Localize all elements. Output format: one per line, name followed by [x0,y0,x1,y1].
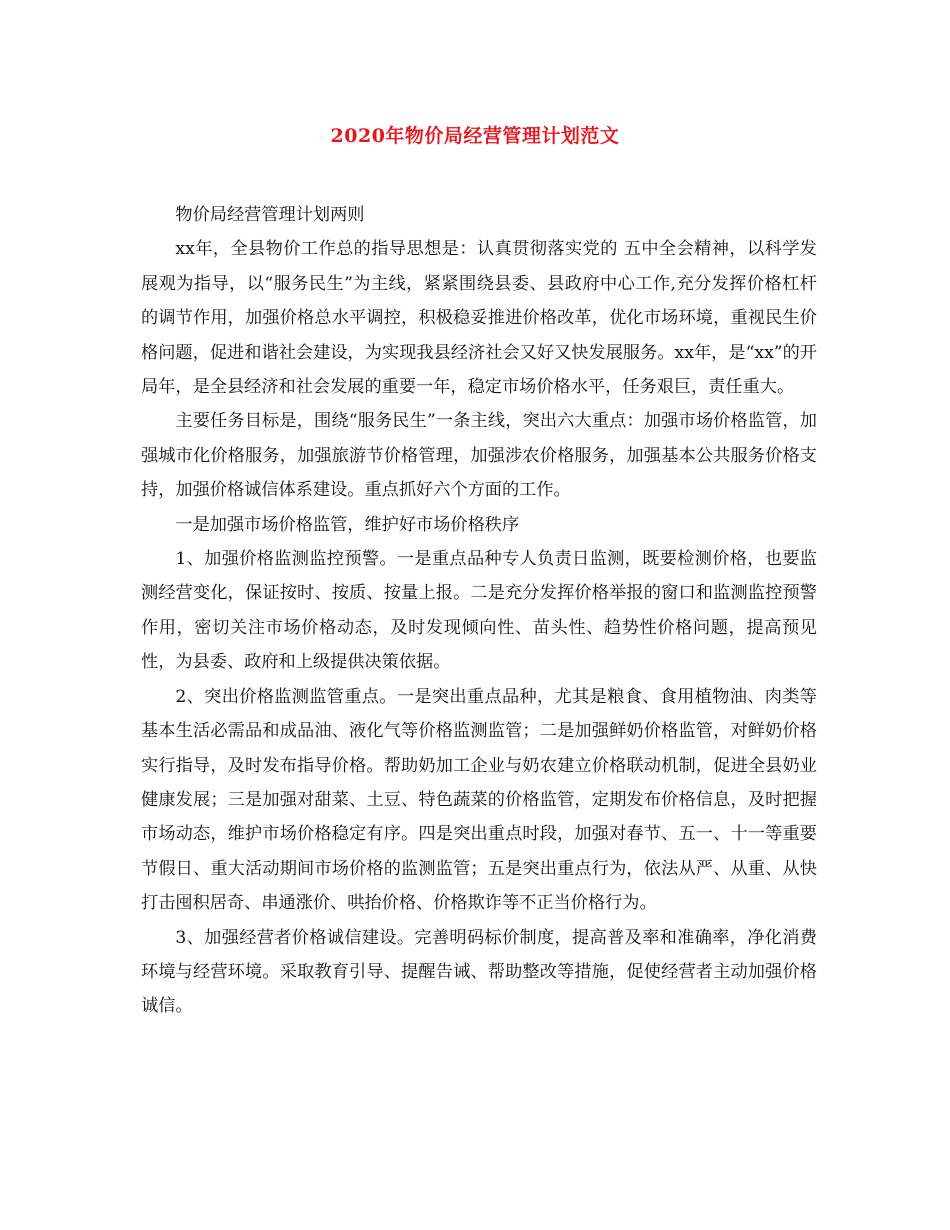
paragraph-guiding-thought: xx年，全县物价工作总的指导思想是：认真贯彻落实党的 五中全会精神，以科学发展观为指导，以“服务民生”为主线，紧紧围绕县委、县政府中心工作,充分发挥价格杠杆的调节作用，加强价格总水平调控，积极稳妥推进价格改革，优化市场环境，重视民生价格问题，促进和谐社会建设，为实现我县经济社会又好又快发展服务。xx年，是“xx”的开局年，是全县经济和社会发展的重要一年，稳定市场价格水平，任务艰巨，责任重大。 [141,239,817,398]
paragraph-subtitle: 物价局经营管理计划两则 [175,205,365,225]
document-body [141,198,817,1024]
document-title: 2020年物价局经营管理计划范文 [330,125,620,147]
paragraph-item-2: 2、突出价格监测监管重点。一是突出重点品种，尤其是粮食、食用植物油、肉类等基本生活必需品和成品油、液化气等价格监测监管；二是加强鲜奶价格监管，对鲜奶价格实行指导，及时发布指导价格。帮助奶加工企业与奶农建立价格联动机制，促进全县奶业健康发展；三是加强对甜菜、土豆、特色蔬菜的价格监管，定期发布价格信息，及时把握市场动态，维护市场价格稳定有序。四是突出重点时段，加强对春节、五一、十一等重要节假日、重大活动期间市场价格的监测监管；五是突出重点行为，依法从严、从重、从快打击囤积居奇、串通涨价、哄抬价格、价格欺诈等不正当价格行为。 [141,686,817,914]
paragraph-main-tasks: 主要任务目标是，围绕“服务民生”一条主线，突出六大重点：加强市场价格监管，加强城市化价格服务，加强旅游节价格管理，加强涉农价格服务，加强基本公共服务价格支持，加强价格诚信体系建设。重点抓好六个方面的工作。 [141,411,817,501]
paragraph-section-heading: 一是加强市场价格监管，维护好市场价格秩序 [175,514,520,535]
paragraph-item-3: 3、加强经营者价格诚信建设。完善明码标价制度，提高普及率和准确率，净化消费环境与经营环境。采取教育引导、提醒告诫、帮助整改等措施，促使经营者主动加强价格诚信。 [141,927,817,1017]
paragraph-item-1: 1、加强价格监测监控预警。一是重点品种专人负责日监测，既要检测价格，也要监测经营变化，保证按时、按质、按量上报。二是充分发挥价格举报的窗口和监测监控预警作用，密切关注市场价格动态，及时发现倾向性、苗头性、趋势性价格问题，提高预见性，为县委、政府和上级提供决策依据。 [141,549,817,673]
